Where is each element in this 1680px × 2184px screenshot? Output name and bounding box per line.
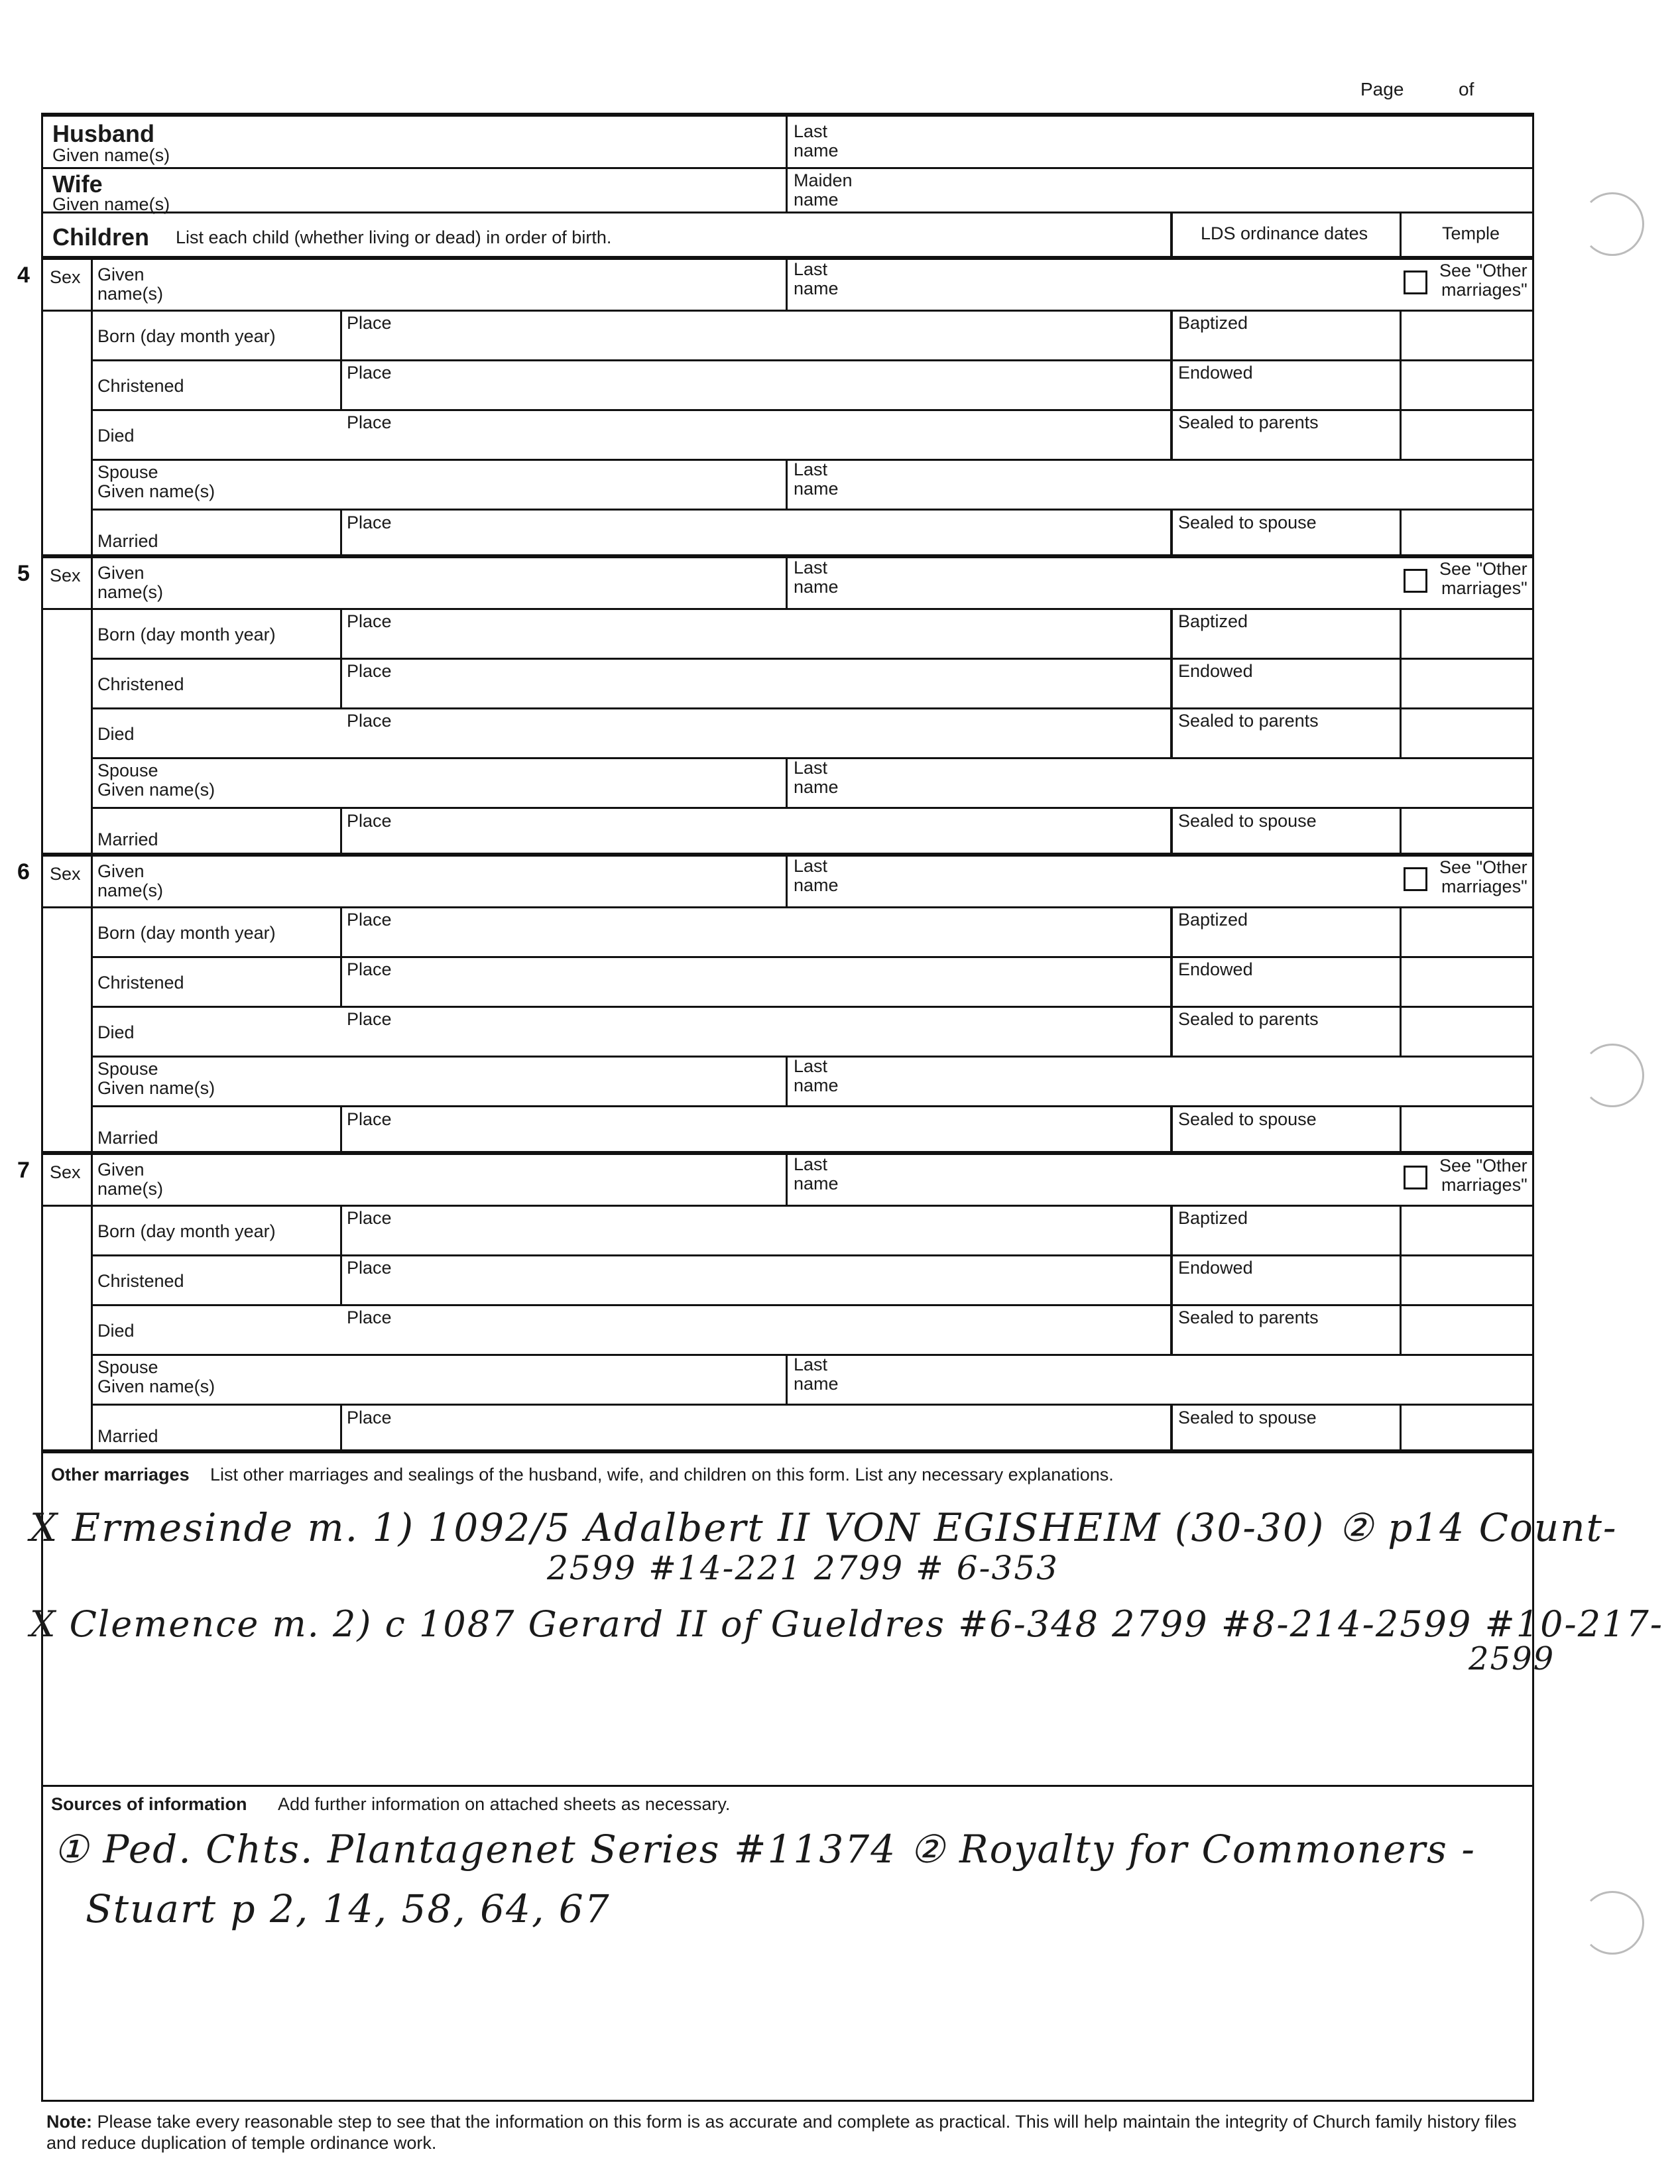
children-header xyxy=(41,213,1534,260)
spouse-label: Spouse Given name(s) xyxy=(97,760,215,800)
christened-label: Christened xyxy=(97,674,184,694)
column-divider xyxy=(1170,1105,1173,1155)
binder-hole-icon xyxy=(1581,1891,1644,1955)
binder-hole-icon xyxy=(1581,192,1644,256)
column-divider xyxy=(1170,608,1173,757)
column-divider xyxy=(1170,310,1173,459)
child-block xyxy=(41,857,1534,1155)
lds-label: LDS ordinance dates xyxy=(1201,223,1368,243)
row-divider xyxy=(91,1304,1532,1306)
sex-label: Sex xyxy=(50,864,81,884)
died-label: Died xyxy=(97,1321,135,1341)
column-divider xyxy=(786,1354,788,1404)
died-label: Died xyxy=(97,1022,135,1042)
other-marriage-entry-1: X Ermesinde m. 1) 1092/5 Adalbert II VON EGISHEIM (30-30) ② p14 Count- xyxy=(30,1505,1618,1550)
born-label: Born (day month year) xyxy=(97,625,276,644)
spouse-last-name-label: Last name xyxy=(794,459,839,499)
child-block xyxy=(41,260,1534,558)
column-divider xyxy=(1170,906,1173,1056)
last-name-label: Last name xyxy=(794,259,839,298)
child-number: 4 xyxy=(17,263,30,288)
column-divider xyxy=(91,260,93,554)
column-divider xyxy=(786,1056,788,1105)
given-name-label: Given name(s) xyxy=(97,265,164,304)
note-title: Note: xyxy=(46,2112,92,2132)
place-label: Place xyxy=(347,910,392,930)
note-body: Please take every reasonable step to see that the information on this form is as accurate and complete as practical. This will help maintain the integrity of Church family history files and reduce duplication of temple ordinance work. xyxy=(46,2112,1517,2153)
row-divider xyxy=(91,807,1532,809)
spouse-last-name-label: Last name xyxy=(794,758,839,797)
source-entry-1: ① Ped. Chts. Plantagenet Series #11374 ② Royalty for Commoners - xyxy=(54,1827,1476,1872)
row-divider xyxy=(91,707,1532,709)
column-divider xyxy=(1170,1205,1173,1354)
column-divider xyxy=(1400,1105,1402,1155)
of-label: of xyxy=(1459,79,1474,99)
sealed-to-parents-label: Sealed to parents xyxy=(1178,1307,1319,1327)
sources-section xyxy=(41,1785,1534,2102)
born-label: Born (day month year) xyxy=(97,1221,276,1241)
row-divider xyxy=(91,956,1532,958)
row-divider xyxy=(91,359,1532,361)
children-title: Children xyxy=(52,223,150,251)
given-name-label: Given name(s) xyxy=(97,563,164,602)
spouse-label: Spouse Given name(s) xyxy=(97,1059,215,1098)
last-name-label: Last name xyxy=(794,1154,839,1193)
column-divider xyxy=(340,1105,342,1155)
row-divider xyxy=(91,658,1532,660)
other-marriage-entry-2: X Clemence m. 2) c 1087 Gerard II of Gueldres #6-348 2799 #8-214-2599 #10-217- xyxy=(30,1603,1664,1645)
sex-label: Sex xyxy=(50,566,81,585)
place-label: Place xyxy=(347,1109,392,1129)
spouse-label: Spouse Given name(s) xyxy=(97,1357,215,1396)
column-divider xyxy=(786,757,788,807)
spouse-last-name-label: Last name xyxy=(794,1355,839,1394)
other-marriages-section xyxy=(30,1447,1664,1785)
other-marriages-checkbox[interactable] xyxy=(1404,867,1427,891)
wife-title: Wife xyxy=(52,170,103,198)
column-divider xyxy=(91,1155,93,1449)
place-label: Place xyxy=(347,811,392,831)
sealed-to-spouse-label: Sealed to spouse xyxy=(1178,1408,1317,1427)
sealed-to-parents-label: Sealed to parents xyxy=(1178,711,1319,731)
died-label: Died xyxy=(97,724,135,744)
place-label: Place xyxy=(347,661,392,681)
see-other-marriages-label: See "Other marriages" xyxy=(1439,559,1528,598)
column-divider xyxy=(786,459,788,509)
married-label: Married xyxy=(97,1128,158,1148)
other-marriage-entry-1b: 2599 #14-221 2799 # 6-353 xyxy=(547,1549,1059,1587)
row-divider xyxy=(91,1105,1532,1107)
died-label: Died xyxy=(97,426,135,446)
baptized-label: Baptized xyxy=(1178,313,1248,333)
children-instruction: List each child (whether living or dead) in order of birth. xyxy=(176,227,612,247)
married-label: Married xyxy=(97,1426,158,1446)
child-number: 5 xyxy=(17,561,30,586)
wife-given-label: Given name(s) xyxy=(52,194,170,214)
place-label: Place xyxy=(347,959,392,979)
place-label: Place xyxy=(347,412,392,432)
place-label: Place xyxy=(347,611,392,631)
last-name-label: Last name xyxy=(794,856,839,895)
other-marriages-instruction: List other marriages and sealings of the husband, wife, and children on this form. List any necessary explanations. xyxy=(210,1465,1114,1485)
baptized-label: Baptized xyxy=(1178,910,1248,930)
endowed-label: Endowed xyxy=(1178,363,1253,383)
column-divider xyxy=(340,608,342,707)
column-divider xyxy=(340,509,342,558)
husband-title: Husband xyxy=(52,120,155,147)
column-divider xyxy=(786,558,788,608)
column-divider xyxy=(340,807,342,857)
see-other-marriages-label: See "Other marriages" xyxy=(1439,1156,1528,1195)
column-divider xyxy=(786,260,788,310)
sex-label: Sex xyxy=(50,1162,81,1182)
last-name-label: Last name xyxy=(794,558,839,597)
row-divider xyxy=(43,906,1532,908)
place-label: Place xyxy=(347,1408,392,1427)
column-divider xyxy=(1400,807,1402,857)
column-divider xyxy=(1170,1404,1173,1453)
married-label: Married xyxy=(97,829,158,849)
born-label: Born (day month year) xyxy=(97,923,276,943)
sex-label: Sex xyxy=(50,267,81,287)
other-marriages-checkbox[interactable] xyxy=(1404,569,1427,593)
row-divider xyxy=(91,1254,1532,1256)
sealed-to-spouse-label: Sealed to spouse xyxy=(1178,811,1317,831)
sources-instruction: Add further information on attached sheets as necessary. xyxy=(278,1794,731,1814)
place-label: Place xyxy=(347,711,392,731)
column-divider xyxy=(1400,310,1402,459)
place-label: Place xyxy=(347,1307,392,1327)
christened-label: Christened xyxy=(97,1271,184,1291)
column-divider xyxy=(786,1155,788,1205)
christened-label: Christened xyxy=(97,376,184,396)
child-block xyxy=(41,1155,1534,1453)
baptized-label: Baptized xyxy=(1178,611,1248,631)
sealed-to-parents-label: Sealed to parents xyxy=(1178,1009,1319,1029)
endowed-label: Endowed xyxy=(1178,959,1253,979)
child-block xyxy=(41,558,1534,857)
endowed-label: Endowed xyxy=(1178,661,1253,681)
other-marriages-checkbox[interactable] xyxy=(1404,1166,1427,1189)
wife-maiden-label: Maiden name xyxy=(794,170,853,210)
column-divider xyxy=(1400,509,1402,558)
place-label: Place xyxy=(347,313,392,333)
husband-given-label: Given name(s) xyxy=(52,145,170,165)
married-label: Married xyxy=(97,531,158,551)
column-divider xyxy=(1170,807,1173,857)
see-other-marriages-label: See "Other marriages" xyxy=(1439,857,1528,896)
sealed-to-parents-label: Sealed to parents xyxy=(1178,412,1319,432)
place-label: Place xyxy=(347,1208,392,1228)
place-label: Place xyxy=(347,1258,392,1278)
place-label: Place xyxy=(347,1009,392,1029)
row-divider xyxy=(43,1205,1532,1207)
column-divider xyxy=(340,906,342,1006)
see-other-marriages-label: See "Other marriages" xyxy=(1439,261,1528,300)
spouse-label: Spouse Given name(s) xyxy=(97,462,215,501)
place-label: Place xyxy=(347,363,392,383)
column-divider xyxy=(340,1205,342,1304)
couple-section xyxy=(41,113,1534,213)
husband-last-label: Last name xyxy=(794,121,839,160)
child-number: 6 xyxy=(17,859,30,884)
child-number: 7 xyxy=(17,1158,30,1183)
sealed-to-spouse-label: Sealed to spouse xyxy=(1178,1109,1317,1129)
sealed-to-spouse-label: Sealed to spouse xyxy=(1178,513,1317,532)
column-divider xyxy=(1400,1205,1402,1354)
column-divider xyxy=(786,857,788,906)
column-divider xyxy=(340,1404,342,1453)
row-divider xyxy=(43,310,1532,312)
source-entry-2: Stuart p 2, 14, 58, 64, 67 xyxy=(86,1886,611,1931)
column-divider xyxy=(91,558,93,853)
sources-title: Sources of information xyxy=(51,1794,247,1814)
christened-label: Christened xyxy=(97,973,184,993)
row-divider xyxy=(43,608,1532,610)
note-text xyxy=(46,2111,1518,2154)
born-label: Born (day month year) xyxy=(97,326,276,346)
given-name-label: Given name(s) xyxy=(97,1160,164,1199)
page-label: Page xyxy=(1360,79,1404,99)
place-label: Place xyxy=(347,513,392,532)
row-divider xyxy=(91,1006,1532,1008)
given-name-label: Given name(s) xyxy=(97,861,164,900)
binder-hole-icon xyxy=(1581,1044,1644,1107)
other-marriage-entry-2b: 2599 xyxy=(1469,1640,1555,1677)
column-divider xyxy=(1400,1404,1402,1453)
column-divider xyxy=(1170,509,1173,558)
column-divider xyxy=(1400,906,1402,1056)
column-divider xyxy=(91,857,93,1151)
row-divider xyxy=(91,1404,1532,1406)
temple-label: Temple xyxy=(1442,223,1500,243)
column-divider xyxy=(340,310,342,409)
row-divider xyxy=(91,409,1532,411)
column-divider xyxy=(1400,608,1402,757)
row-divider xyxy=(91,509,1532,511)
other-marriages-title: Other marriages xyxy=(51,1465,190,1485)
other-marriages-checkbox[interactable] xyxy=(1404,271,1427,294)
endowed-label: Endowed xyxy=(1178,1258,1253,1278)
baptized-label: Baptized xyxy=(1178,1208,1248,1228)
spouse-last-name-label: Last name xyxy=(794,1056,839,1095)
